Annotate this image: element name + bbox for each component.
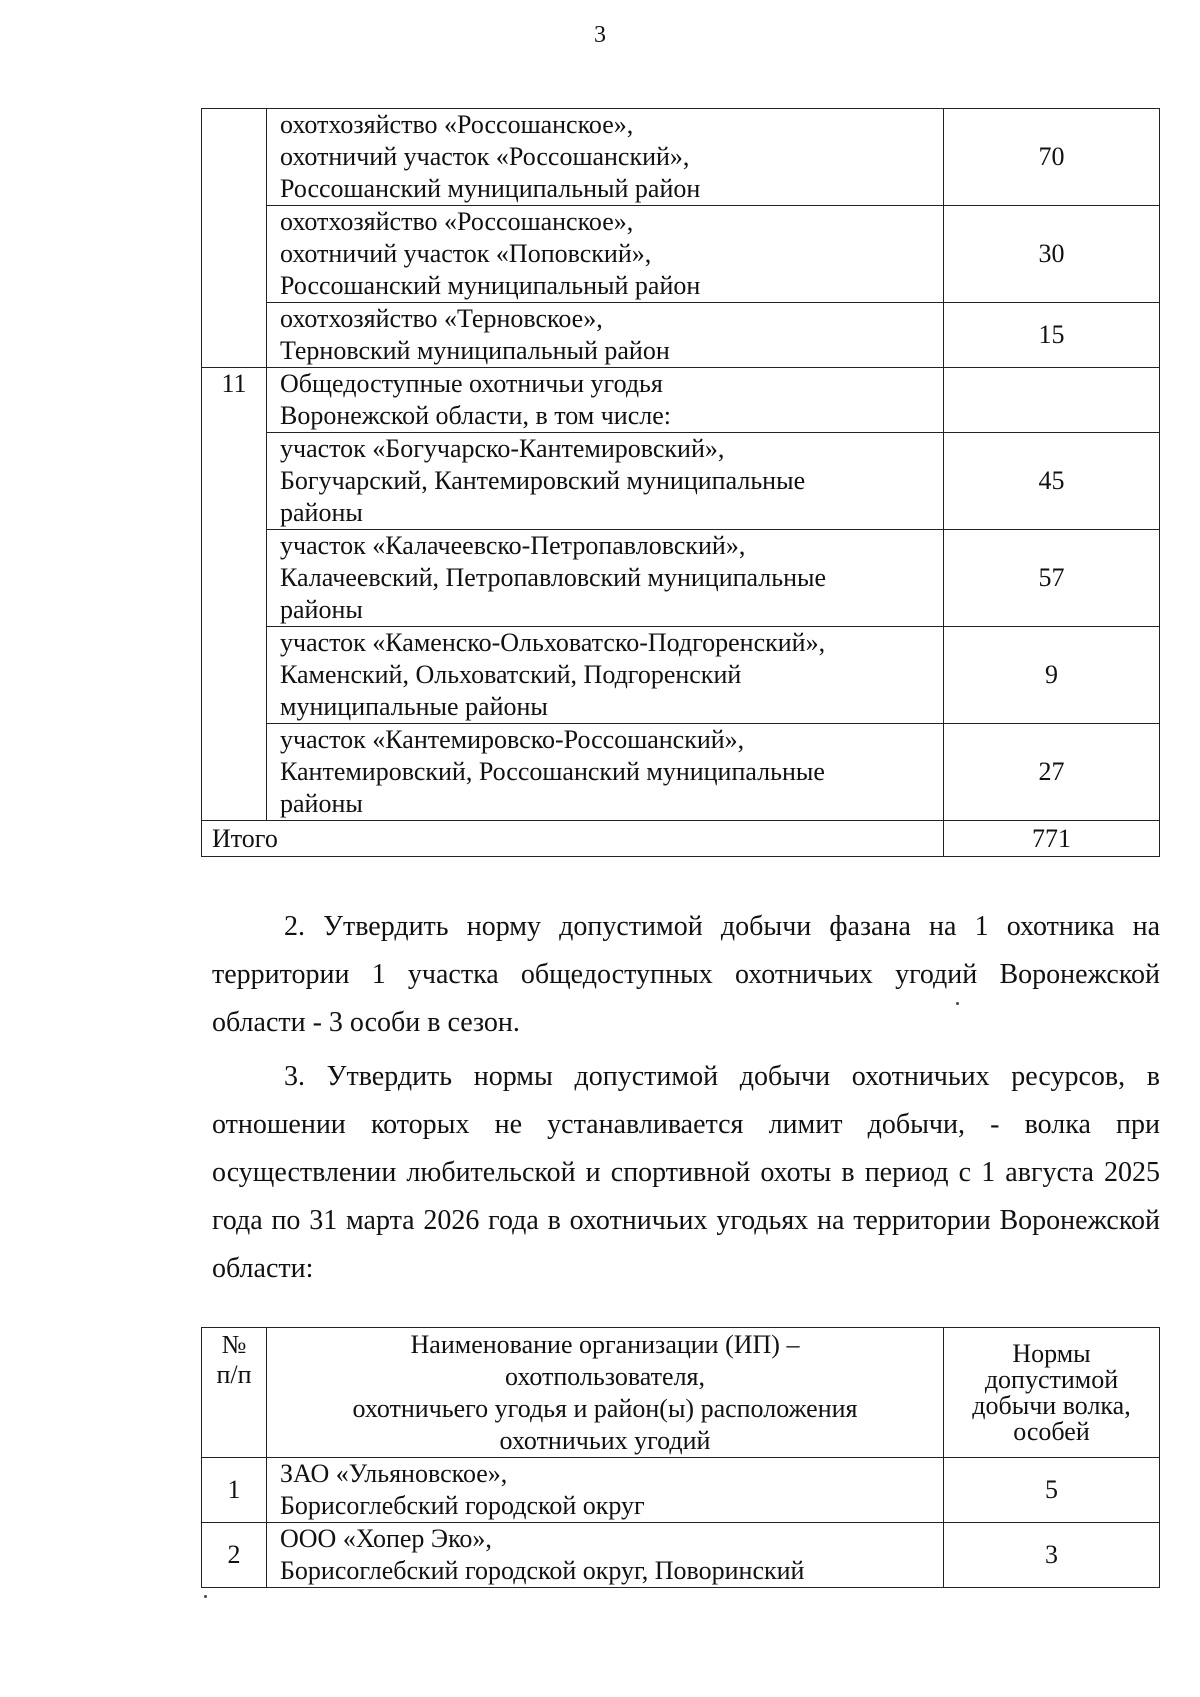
scan-speck (204, 1595, 207, 1598)
hunting-ground-name-cell: ЗАО «Ульяновское», Борисоглебский городской округ (267, 1458, 944, 1523)
paragraph-wolf-norms: 3. Утвердить нормы допустимой добычи охотничьих ресурсов, в отношении которых не устанавливается лимит добычи, - волка при осуществлении любительской и спортивной охоты в период с 1 августа 2025 года по 31 марта 2026 года в охотничьих угодьях на территории Воронежской области: (212, 1061, 1160, 1284)
total-label: Итого (202, 821, 944, 857)
quota-value-cell (944, 368, 1160, 433)
hunting-quota-table-continued (201, 108, 1160, 857)
header-name-cell: Наименование организации (ИП) – охотпользователя, охотничьего угодья и район(ы) расположения охотничьих угодий (267, 1328, 944, 1458)
table-header-row (202, 1328, 1160, 1458)
hunting-ground-name-cell: охотхозяйство «Терновское», Терновский муниципальный район (267, 303, 944, 368)
quota-value-cell: 5 (944, 1458, 1160, 1523)
table-row (202, 303, 1160, 368)
table-row (202, 206, 1160, 303)
hunting-ground-name-cell: участок «Каменско-Ольховатско-Подгоренский», Каменский, Ольховатский, Подгоренский муниципальные районы (267, 627, 944, 724)
page-number: 3 (594, 22, 606, 48)
hunting-ground-name-cell: участок «Кантемировско-Россошанский», Кантемировский, Россошанский муниципальные районы (267, 724, 944, 821)
table-row (202, 109, 1160, 206)
table-row (202, 368, 1160, 433)
quota-value-cell: 30 (944, 206, 1160, 303)
quota-value-cell: 9 (944, 627, 1160, 724)
table-row (202, 433, 1160, 530)
quota-value-cell: 70 (944, 109, 1160, 206)
table-row (202, 724, 1160, 821)
hunting-ground-name-cell: охотхозяйство «Россошанское», охотничий участок «Поповский», Россошанский муниципальный район (267, 206, 944, 303)
hunting-ground-name-cell: участок «Богучарско-Кантемировский», Богучарский, Кантемировский муниципальные районы (267, 433, 944, 530)
table-row (202, 530, 1160, 627)
row-number-cell: 11 (202, 368, 267, 821)
row-number-cell (202, 109, 267, 368)
quota-value-cell: 57 (944, 530, 1160, 627)
row-number-cell: 1 (202, 1458, 267, 1523)
row-number-cell: 2 (202, 1523, 267, 1588)
hunting-ground-name-cell: Общедоступные охотничьи угодья Воронежской области, в том числе: (267, 368, 944, 433)
hunting-ground-name-cell: участок «Калачеевско-Петропавловский», Калачеевский, Петропавловский муниципальные районы (267, 530, 944, 627)
quota-value-cell: 3 (944, 1523, 1160, 1588)
total-row (202, 821, 1160, 857)
hunting-ground-name-cell: ООО «Хопер Эко», Борисоглебский городской округ, Поворинский (267, 1523, 944, 1588)
hunting-ground-name-cell: охотхозяйство «Россошанское», охотничий участок «Россошанский», Россошанский муниципальный район (267, 109, 944, 206)
header-norm-cell: Нормы допустимой добычи волка, особей (944, 1328, 1160, 1458)
quota-value-cell: 27 (944, 724, 1160, 821)
total-value: 771 (944, 821, 1160, 857)
scan-speck (956, 1002, 959, 1005)
wolf-quota-table (201, 1327, 1160, 1588)
table-row (202, 1458, 1160, 1523)
quota-value-cell: 45 (944, 433, 1160, 530)
table-row (202, 1523, 1160, 1588)
table-row (202, 627, 1160, 724)
quota-value-cell: 15 (944, 303, 1160, 368)
header-number-cell: № п/п (202, 1328, 267, 1458)
paragraph-pheasant-norm: 2. Утвердить норму допустимой добычи фазана на 1 охотника на территории 1 участка общедоступных охотничьих угодий Воронежской области - 3 особи в сезон. (212, 911, 1160, 1038)
